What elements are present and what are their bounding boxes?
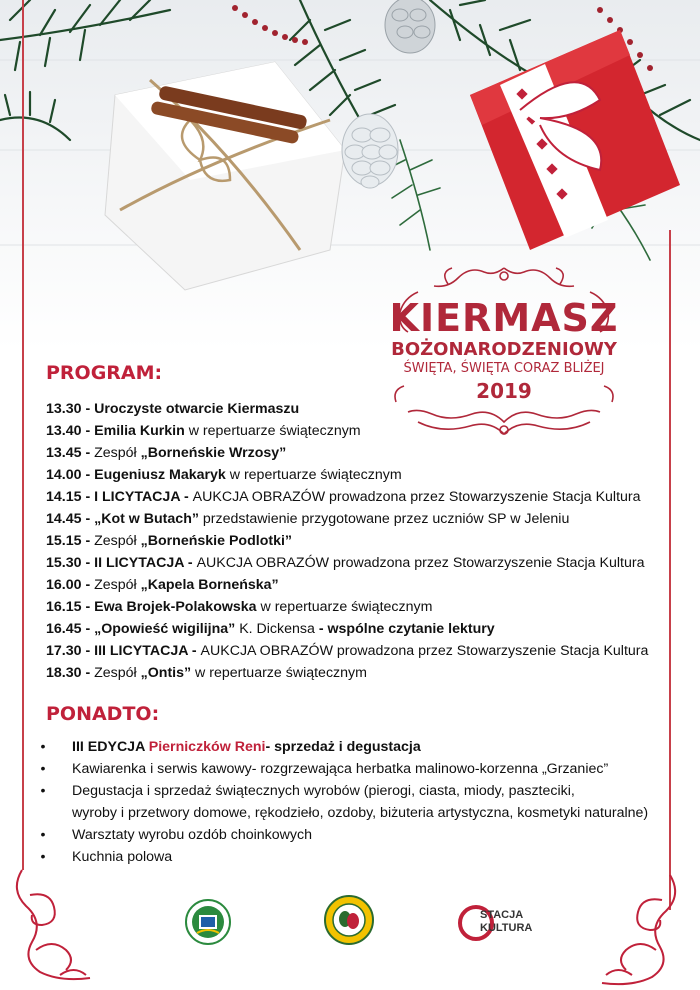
extras-text: Degustacja i sprzedaż świątecznych wyrobów (pierogi, ciasta, miody, paszteciki,: [72, 783, 575, 799]
program-time: 13.30: [46, 401, 82, 417]
title-motto: ŚWIĘTA, ŚWIĘTA CORAZ BLIŻEJ: [403, 361, 605, 376]
program-text: w repertuarze świątecznym: [191, 665, 367, 681]
program-separator: -: [81, 489, 95, 505]
program-separator: -: [81, 467, 95, 483]
program-item: [46, 574, 666, 596]
program-item: [46, 640, 666, 662]
bullet-icon: •: [40, 783, 46, 799]
stacja-kultura-logo: [458, 903, 558, 943]
program-text: Zespół: [94, 445, 141, 461]
program-separator: -: [81, 665, 95, 681]
program-item: [46, 486, 666, 508]
program-time: 16.00: [46, 577, 82, 593]
footer: [0, 865, 700, 990]
extras-text: Kawiarenka i serwis kawowy- rozgrzewająca herbatka malinowo-korzenna „Grzaniec”: [72, 761, 609, 777]
program-text: K. Dickensa: [235, 621, 319, 637]
program-separator: -: [81, 401, 95, 417]
program-time: 17.30: [46, 643, 82, 659]
extras-text: Pierniczków Reni: [148, 739, 266, 755]
program-text: w repertuarze świątecznym: [184, 423, 361, 439]
program-time: 15.30: [46, 555, 82, 571]
program-text: AUKCJA OBRAZÓW prowadzona przez Stowarzyszenie Stacja Kultura: [200, 643, 649, 659]
program-text: Zespół: [94, 533, 141, 549]
program-item: [46, 398, 666, 420]
extras-text: III EDYCJA: [72, 739, 149, 755]
program-time: 13.45: [46, 445, 82, 461]
extras-text: Warsztaty wyrobu ozdób choinkowych: [72, 827, 312, 843]
program-list: [46, 398, 666, 684]
program-text: „Ontis”: [140, 665, 192, 681]
program-text: Emilia Kurkin: [94, 423, 185, 439]
extras-item: [38, 824, 670, 846]
program-text: „Opowieść wigilijna”: [94, 621, 236, 637]
bullet-icon: •: [40, 761, 46, 777]
program-separator: -: [81, 555, 95, 571]
title-main: KIERMASZ: [389, 296, 619, 340]
bullet-icon: •: [40, 739, 46, 755]
program-separator: -: [81, 445, 95, 461]
program-time: 14.45: [46, 511, 82, 527]
program-text: przedstawienie przygotowane przez uczniów SP w Jeleniu: [198, 511, 570, 527]
program-text: w repertuarze świątecznym: [225, 467, 402, 483]
extras-text: Kuchnia polowa: [72, 849, 173, 865]
program-item: [46, 420, 666, 442]
program-separator: -: [81, 621, 95, 637]
program-separator: -: [81, 599, 95, 615]
program-time: 16.45: [46, 621, 82, 637]
extras-heading: PONADTO:: [46, 703, 160, 725]
bullet-icon: •: [40, 827, 46, 843]
program-heading: PROGRAM:: [46, 362, 163, 384]
program-text: w repertuarze świątecznym: [256, 599, 433, 615]
program-item: [46, 618, 666, 640]
title-year: 2019: [476, 379, 532, 403]
program-item: [46, 464, 666, 486]
program-item: [46, 508, 666, 530]
program-text: „Kot w Butach”: [94, 511, 199, 527]
program-text: Uroczyste otwarcie Kiermaszu: [94, 401, 300, 417]
program-item: [46, 552, 666, 574]
extras-item: [38, 736, 670, 758]
program-time: 15.15: [46, 533, 82, 549]
program-item: [46, 596, 666, 618]
title-subtitle: BOŻONARODZENIOWY: [391, 339, 617, 360]
program-separator: -: [81, 511, 95, 527]
program-text: AUKCJA OBRAZÓW prowadzona przez Stowarzyszenie Stacja Kultura: [192, 489, 641, 505]
program-time: 18.30: [46, 665, 82, 681]
program-item: [46, 530, 666, 552]
program-separator: -: [81, 423, 95, 439]
program-text: I LICYTACJA -: [94, 489, 193, 505]
program-text: „Kapela Borneńska”: [140, 577, 279, 593]
extras-list: [38, 736, 670, 868]
program-text: III LICYTACJA -: [94, 643, 201, 659]
program-text: „Borneńskie Podlotki”: [140, 533, 293, 549]
bullet-icon: •: [40, 849, 46, 865]
partner-logo-1: [185, 899, 231, 945]
extras-text-continued: wyroby i przetwory domowe, rękodzieło, ozdoby, biżuteria artystyczna, kosmetyki naturalne): [72, 805, 649, 821]
partner-logo-2: [324, 895, 374, 945]
program-separator: -: [81, 577, 95, 593]
program-text: - wspólne czytanie lektury: [318, 621, 495, 637]
program-text: „Borneńskie Wrzosy”: [140, 445, 287, 461]
program-time: 16.15: [46, 599, 82, 615]
program-item: [46, 442, 666, 464]
program-time: 14.15: [46, 489, 82, 505]
program-separator: -: [81, 533, 95, 549]
program-text: II LICYTACJA -: [94, 555, 197, 571]
program-item: [46, 662, 666, 684]
program-time: 13.40: [46, 423, 82, 439]
extras-item: [38, 758, 670, 780]
program-text: Zespół: [94, 577, 141, 593]
program-text: Eugeniusz Makaryk: [94, 467, 226, 483]
extras-text: - sprzedaż i degustacja: [265, 739, 421, 755]
program-text: Zespół: [94, 665, 141, 681]
extras-item: [38, 780, 670, 824]
logo-text-line2: KULTURA: [480, 922, 533, 934]
program-text: Ewa Brojek-Polakowska: [94, 599, 257, 615]
program-time: 14.00: [46, 467, 82, 483]
program-text: AUKCJA OBRAZÓW prowadzona przez Stowarzyszenie Stacja Kultura: [196, 555, 645, 571]
program-separator: -: [81, 643, 95, 659]
frame-left-line: [22, 0, 24, 870]
logo-text-line1: STACJA: [480, 909, 524, 921]
